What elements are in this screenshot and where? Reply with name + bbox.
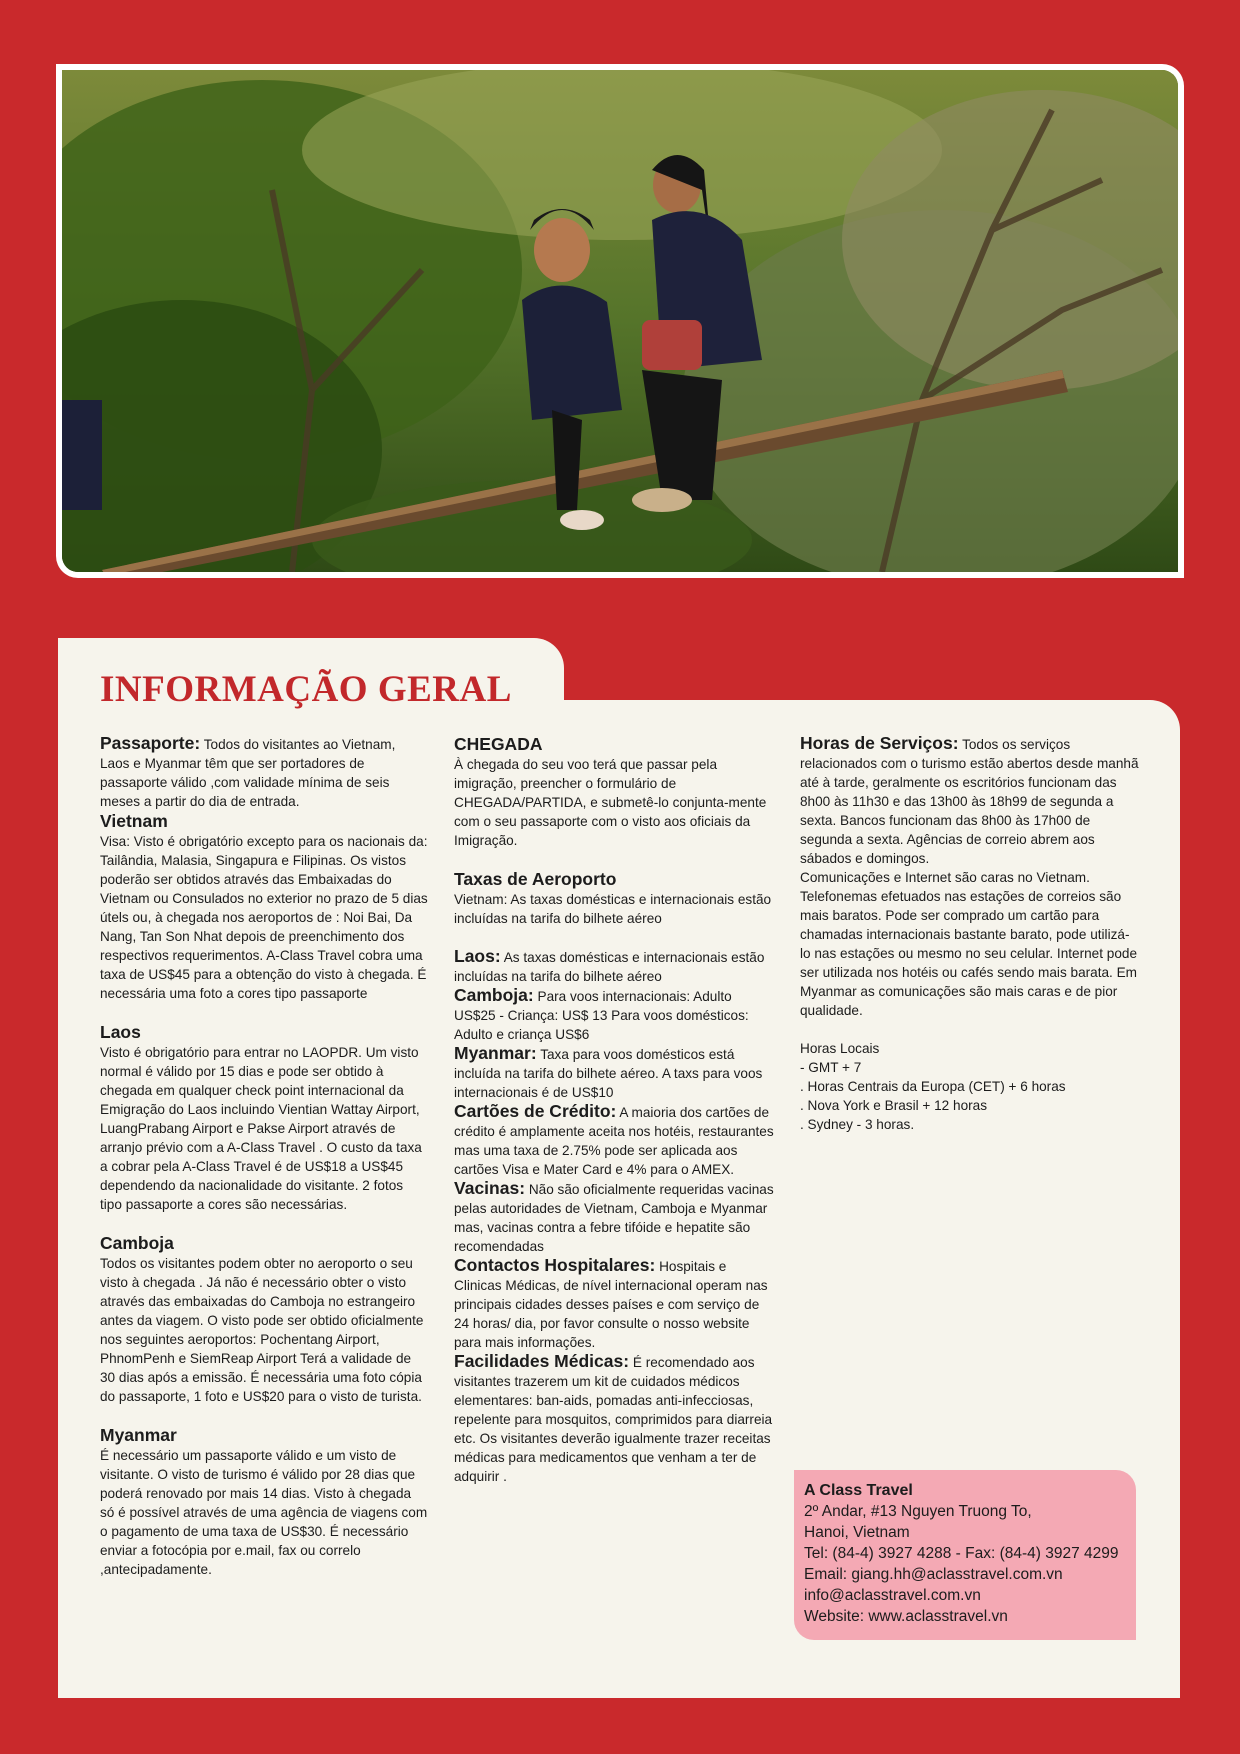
address-line-1: 2º Andar, #13 Nguyen Truong To,: [804, 1503, 1032, 1520]
section-text: Visa: Visto é obrigatório excepto para os nacionais da: Tailândia, Malasia, Singapura e Filipinas. Os vistos poderão ser obtidos através das Embaixadas do Vietnam ou Consulados no exterior no prazo de 5 dias útels ou, à chegada nos aeroportos de : Noi Bai, Da Nang, Tan Son Nhat depois de preenchimento dos respectivos requerimentos. A-Class Travel cobra uma taxa de US$45 para a obtenção do visto à chegada. É necessária uma foto a cores tipo passaporte: [100, 834, 428, 1001]
section-text: Para voos internacionais: Adulto US$25 - Criança: US$ 13 Para voos domésticos: Adulto e criança US$6: [454, 989, 749, 1042]
section-facilidades: [454, 1352, 776, 1486]
local-times: [800, 1039, 1140, 1134]
section-text: É necessário um passaporte válido e um visto de visitante. O visto de turismo é válido por 28 dias que poderá renovado por mais 14 dias. Visto à chegada só é possível através de uma agência de viagens com o pagamento de uma taxa de US$30. É necessário enviar a fotocópia por e.mail, fax ou correlo ,antecipadamente.: [100, 1448, 428, 1577]
section-heading: Myanmar:: [454, 1043, 537, 1063]
column-1: [100, 734, 428, 1598]
section-text: Todos os visitantes podem obter no aeroporto o seu visto à chegada . Já não é necessário obter o visto através das embaixadas do Camboja no estrangeiro antes da viagem. O visto pode ser obtido oficialmente nos seguintes aeroportos: Pochentang Airport, PhnomPenh e SiemReap Airport Terá a validade de 30 dias após a emissão. É necessária uma foto cópia do passaporte, 1 foto e US$20 para o visto de turista.: [100, 1256, 424, 1404]
section-heading: Contactos Hospitalares:: [454, 1255, 656, 1275]
section-heading: Taxas de Aeroporto: [454, 869, 617, 889]
section-text: À chegada do seu voo terá que passar pela imigração, preencher o formulário de CHEGADA/PARTIDA, e submetê-lo conjunta-mente com o seu passaporte com o visto aos oficiais da Imigração.: [454, 757, 767, 848]
section-cartoes: [454, 1102, 776, 1179]
address-line-2: Hanoi, Vietnam: [804, 1524, 910, 1541]
section-text: A maioria dos cartões de crédito é amplamente aceita nos hotéis, restaurantes mas uma taxa de 2.75% pode ser aplicada aos cartões Visa e Mater Card e 4% para o AMEX.: [454, 1105, 774, 1177]
section-horas-servicos: [800, 734, 1140, 868]
website-link[interactable]: Website: www.aclasstravel.vn: [804, 1608, 1008, 1625]
section-heading: Cartões de Crédito:: [454, 1101, 617, 1121]
local-times-line: Horas Locais: [800, 1041, 880, 1056]
phone-fax: Tel: (84-4) 3927 4288 - Fax: (84-4) 3927 4299: [804, 1545, 1119, 1562]
local-times-line: . Nova York e Brasil + 12 horas: [800, 1098, 988, 1113]
section-text: Todos do visitantes ao Vietnam, Laos e Myanmar têm que ser portadores de passaporte válido ,com validade mínima de seis meses a partir do dia de entrada.: [100, 737, 396, 809]
section-heading: Passaporte:: [100, 733, 201, 753]
local-times-line: . Horas Centrais da Europa (CET) + 6 horas: [800, 1079, 1066, 1094]
section-text: Visto é obrigatório para entrar no LAOPDR. Um visto normal é válido por 15 dias e pode ser obtido à chegada em qualquer check point internacional da Emigração do Laos incluindo Vientian Wattay Airport, LuangPrabang Airport e Pakse Airport através de arranjo prévio com a A-Class Travel . O custo da taxa a cobrar pela A-Class Travel é de US$18 a US$45 dependendo da nacionalidade do visitante. 2 fotos tipo passaporte a cores são necessárias.: [100, 1045, 422, 1212]
email-link[interactable]: Email: giang.hh@aclasstravel.com.vn: [804, 1566, 1063, 1583]
section-camboja: [100, 1233, 428, 1406]
photo-two-girls-on-log: [62, 70, 1178, 572]
info-email-link[interactable]: info@aclasstravel.com.vn: [804, 1587, 981, 1604]
section-laos-taxas: [454, 947, 776, 986]
section-text: Todos os serviços relacionados com o turismo estão abertos desde manhã até à tarde, geralmente os escritórios funcionam das 8h00 às 11h30 e das 13h00 às 18h99 de segunda a sexta. Bancos funcionam das 8h00 às 17h00 de segunda a sexta. Agências de correio abrem aos sábados e domingos.: [800, 737, 1139, 866]
section-passaporte: [100, 734, 428, 811]
section-heading: CHEGADA: [454, 734, 543, 754]
section-heading: Facilidades Médicas:: [454, 1351, 630, 1371]
column-2: [454, 734, 776, 1486]
hero-photo-frame: [56, 64, 1184, 578]
section-heading: Camboja:: [454, 985, 534, 1005]
section-vietnam: [100, 811, 428, 1003]
section-myanmar: [100, 1425, 428, 1579]
section-heading: Laos: [100, 1022, 141, 1042]
section-chegada: [454, 734, 776, 850]
section-text: Vietnam: As taxas domésticas e internacionais estão incluídas na tarifa do bilhete aéreo: [454, 892, 772, 926]
section-myanmar-taxas: [454, 1044, 776, 1102]
section-heading: Horas de Serviços:: [800, 733, 959, 753]
page-title: INFORMAÇÃO GERAL: [100, 669, 512, 710]
local-times-line: - GMT + 7: [800, 1060, 862, 1075]
section-heading: Vacinas:: [454, 1178, 526, 1198]
section-text: Taxa para voos domésticos está incluída na tarifa do bilhete aéreo. A taxs para voos internacionais é de US$10: [454, 1047, 763, 1100]
company-name: A Class Travel: [804, 1482, 913, 1499]
section-text: As taxas domésticas e internacionais estão incluídas na tarifa do bilhete aéreo: [454, 950, 765, 984]
section-text: É recomendado aos visitantes trazerem um kit de cuidados médicos elementares: ban-aids, pomadas anti-infecciosas, repelente para mosquitos, comprimidos para diarreia etc. Os visitantes deverão igualmente trazer receitas médicas para medicamentos que venham a ter de adquirir .: [454, 1355, 773, 1484]
section-vacinas: [454, 1179, 776, 1256]
section-text: Hospitais e Clinicas Médicas, de nível internacional operam nas principais cidades desses países e com serviço de 24 horas/ dia, por favor consulte o nosso website para mais informações.: [454, 1259, 768, 1350]
section-heading: Camboja: [100, 1233, 174, 1253]
hero-photo: [62, 70, 1178, 572]
section-camboja-taxas: [454, 986, 776, 1044]
contact-box: [794, 1470, 1136, 1640]
section-heading: Vietnam: [100, 811, 168, 831]
section-taxas-aeroporto: [454, 869, 776, 928]
section-text: Não são oficialmente requeridas vacinas pelas autoridades de Vietnam, Camboja e Myanmar mas, vacinas contra a febre tifóide e hepatite são recomendadas: [454, 1182, 774, 1254]
section-heading: Laos:: [454, 946, 501, 966]
section-comunicacoes: Comunicações e Internet são caras no Vietnam. Telefonemas efetuados nas estações de correios são mais baratos. Pode ser comprado um cartão para chamadas internacionais bastante barato, pode utilizá-lo nas estações ou mesmo no seu celular. Internet pode ser utilizada nos hotéis ou cafés sendo mais barata. Em Myanmar as comunicações são mais caras e de pior qualidade.: [800, 870, 1138, 1018]
section-laos: [100, 1022, 428, 1214]
section-heading: Myanmar: [100, 1425, 177, 1445]
local-times-line: . Sydney - 3 horas.: [800, 1117, 915, 1132]
section-contactos: [454, 1256, 776, 1352]
column-3: [800, 734, 1140, 1134]
